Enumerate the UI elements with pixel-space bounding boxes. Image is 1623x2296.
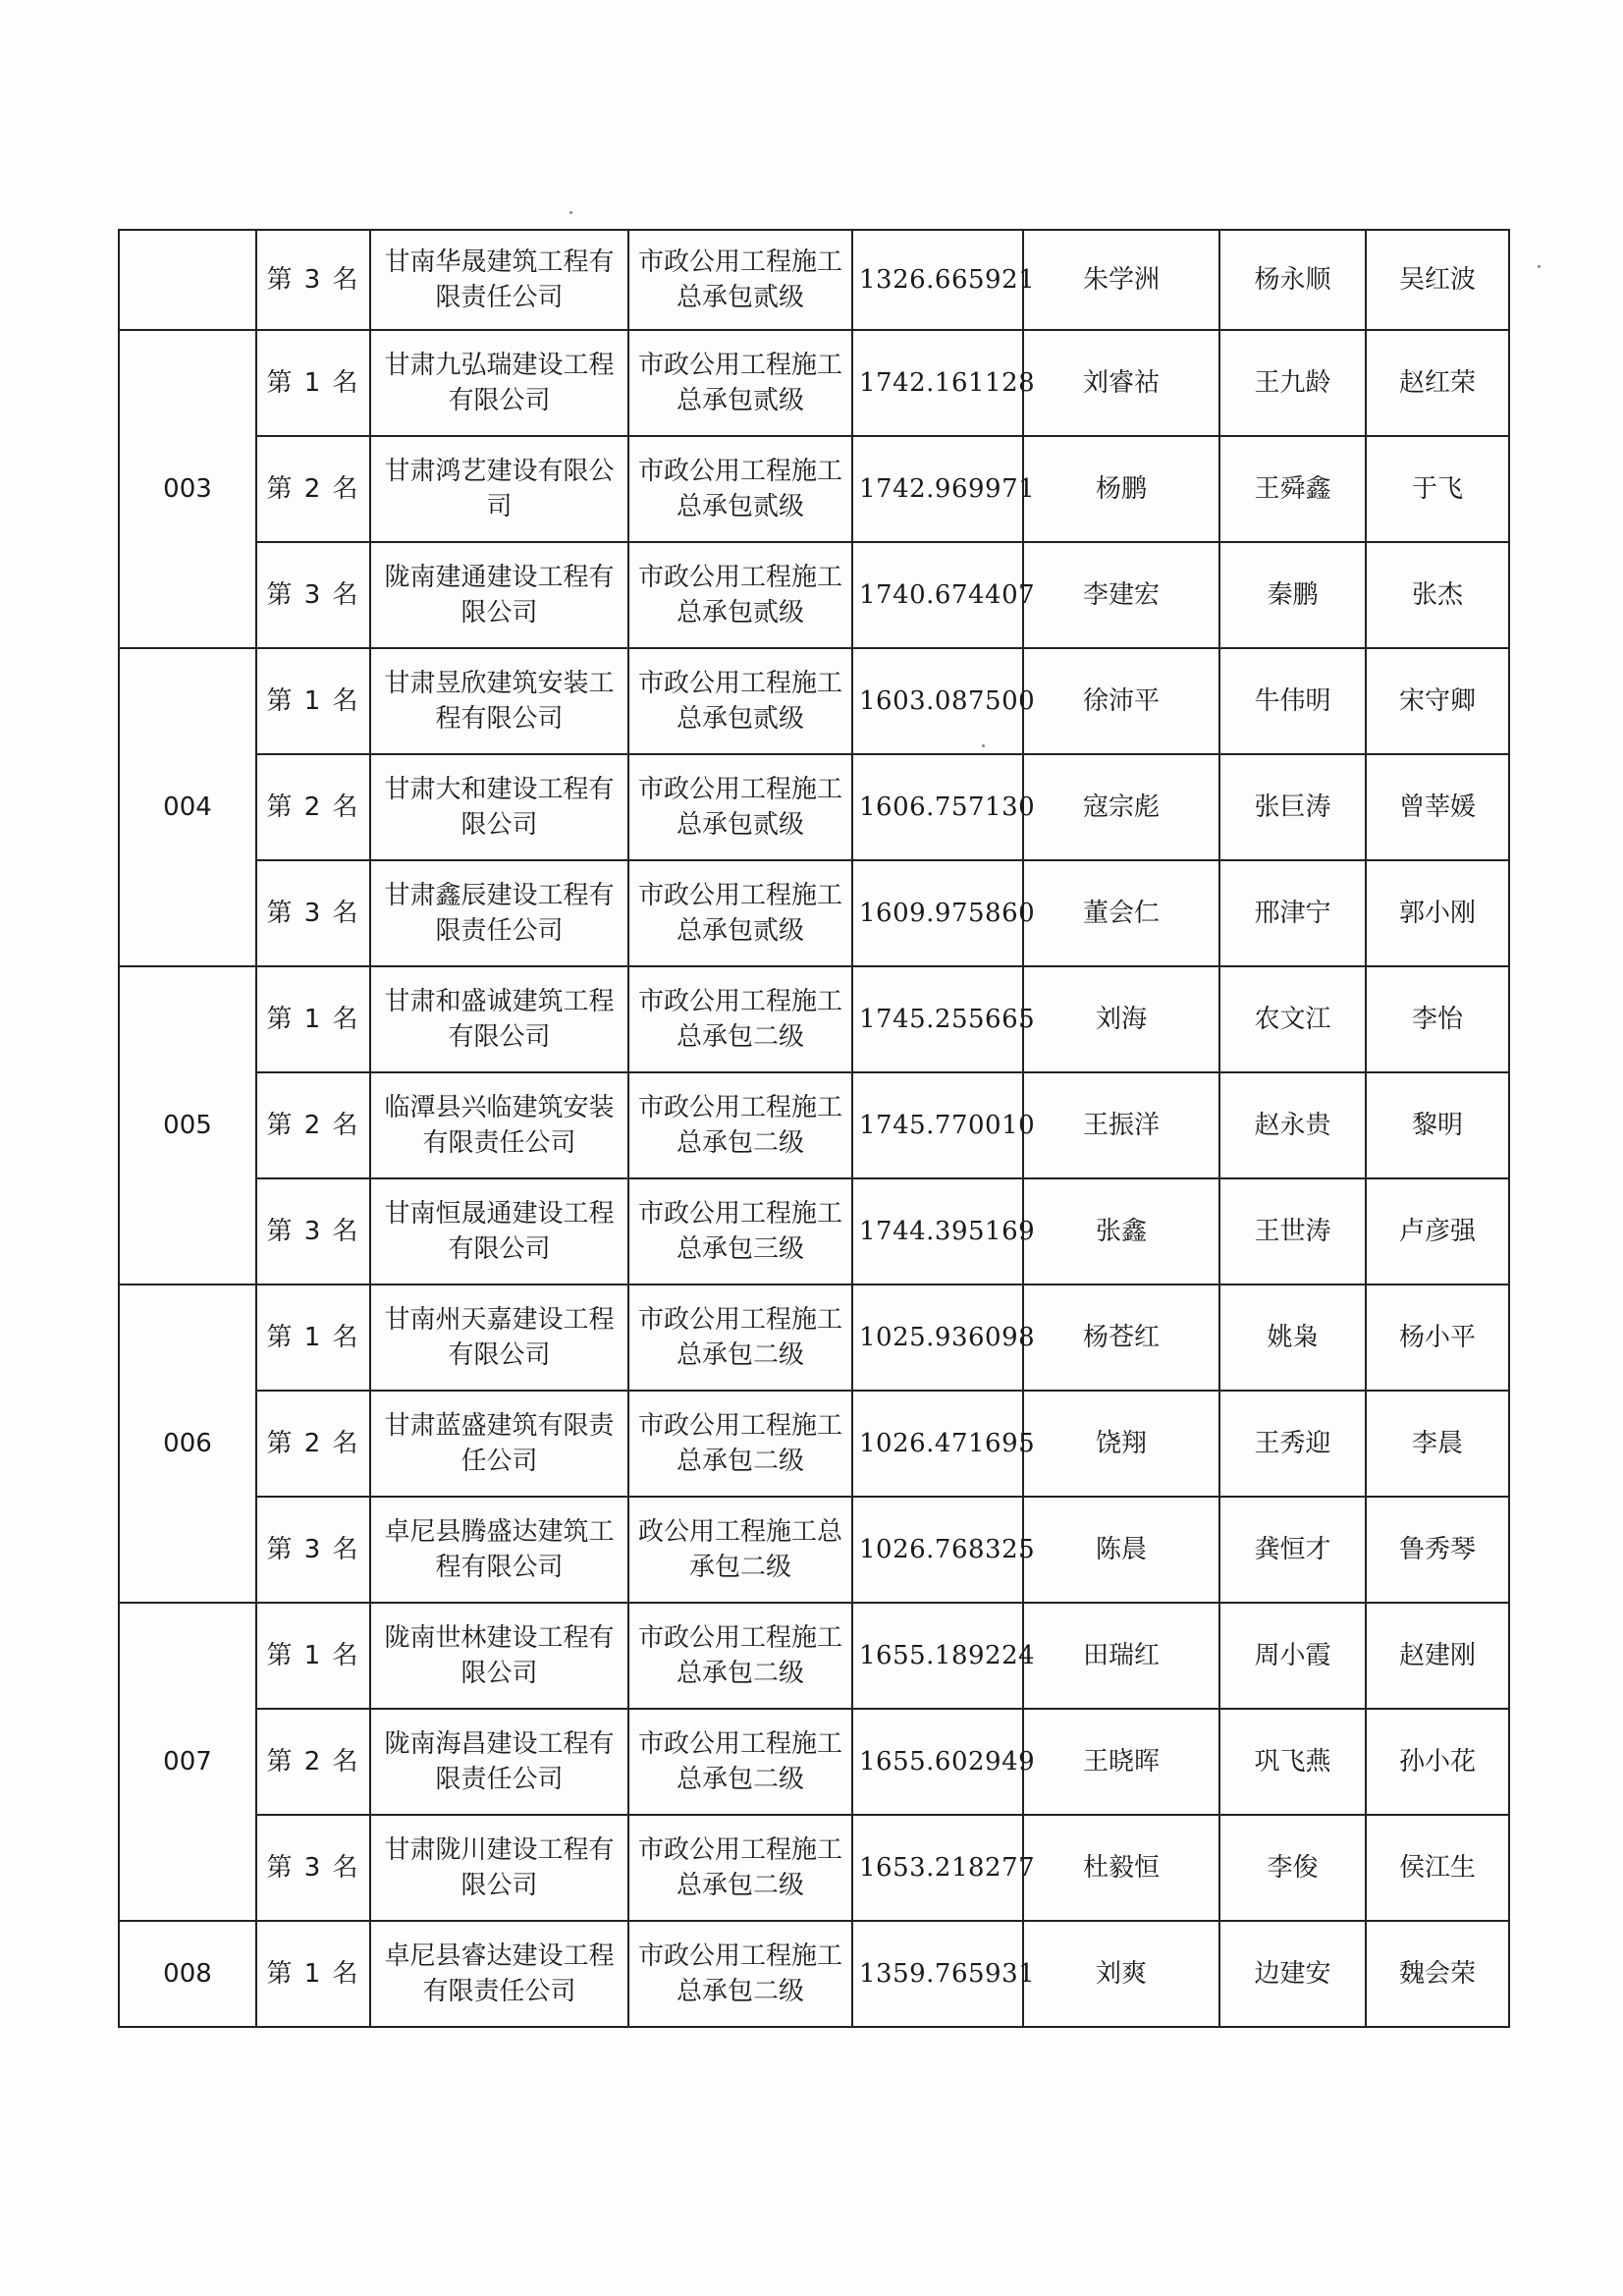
scan-speck	[1538, 265, 1541, 268]
person-cell: 周小霞	[1219, 1603, 1366, 1709]
person-cell: 于飞	[1366, 436, 1509, 542]
company-cell: 甘肃昱欣建筑安装工程有限公司	[370, 648, 628, 754]
person-cell: 张鑫	[1023, 1178, 1219, 1285]
qualification-cell: 市政公用工程施工总承包贰级	[628, 860, 852, 966]
person-cell: 张巨涛	[1219, 754, 1366, 860]
person-cell: 郭小刚	[1366, 860, 1509, 966]
rank-cell: 第 3 名	[256, 1497, 370, 1603]
person-cell: 孙小花	[1366, 1709, 1509, 1815]
bid-price-cell: 1742.969971	[852, 436, 1023, 542]
lot-number-cell: 003	[119, 330, 256, 648]
person-cell: 杨鹏	[1023, 436, 1219, 542]
bid-price-cell: 1742.161128	[852, 330, 1023, 436]
person-cell: 王九龄	[1219, 330, 1366, 436]
company-cell: 甘南恒晟通建设工程有限公司	[370, 1178, 628, 1285]
person-cell: 田瑞红	[1023, 1603, 1219, 1709]
person-cell: 杨苍红	[1023, 1285, 1219, 1391]
table-row	[119, 542, 1509, 648]
table-row	[119, 1815, 1509, 1921]
person-cell: 吴红波	[1366, 230, 1509, 330]
company-cell: 甘南州天嘉建设工程有限公司	[370, 1285, 628, 1391]
company-cell: 甘南华晟建筑工程有限责任公司	[370, 230, 628, 330]
person-cell: 鲁秀琴	[1366, 1497, 1509, 1603]
candidate-table	[118, 229, 1510, 2028]
person-cell: 赵永贵	[1219, 1072, 1366, 1178]
person-cell: 李怡	[1366, 966, 1509, 1072]
qualification-cell: 市政公用工程施工总承包贰级	[628, 436, 852, 542]
lot-number-cell: 006	[119, 1285, 256, 1603]
person-cell: 王振洋	[1023, 1072, 1219, 1178]
rank-cell: 第 1 名	[256, 1285, 370, 1391]
bid-price-cell: 1655.189224	[852, 1603, 1023, 1709]
qualification-cell: 市政公用工程施工总承包贰级	[628, 754, 852, 860]
company-cell: 甘肃鸿艺建设有限公司	[370, 436, 628, 542]
rank-cell: 第 3 名	[256, 542, 370, 648]
lot-number-cell: 007	[119, 1603, 256, 1921]
person-cell: 寇宗彪	[1023, 754, 1219, 860]
person-cell: 张杰	[1366, 542, 1509, 648]
person-cell: 曾莘媛	[1366, 754, 1509, 860]
rank-cell: 第 2 名	[256, 436, 370, 542]
person-cell: 黎明	[1366, 1072, 1509, 1178]
person-cell: 邢津宁	[1219, 860, 1366, 966]
person-cell: 杨永顺	[1219, 230, 1366, 330]
bid-price-cell: 1025.936098	[852, 1285, 1023, 1391]
bid-price-cell: 1606.757130	[852, 754, 1023, 860]
company-cell: 甘肃陇川建设工程有限公司	[370, 1815, 628, 1921]
table-row	[119, 436, 1509, 542]
bid-price-cell: 1744.395169	[852, 1178, 1023, 1285]
table-row	[119, 648, 1509, 754]
rank-cell: 第 3 名	[256, 1815, 370, 1921]
rank-cell: 第 1 名	[256, 648, 370, 754]
bid-price-cell: 1326.665921	[852, 230, 1023, 330]
person-cell: 杜毅恒	[1023, 1815, 1219, 1921]
table-row	[119, 1072, 1509, 1178]
qualification-cell: 市政公用工程施工总承包二级	[628, 966, 852, 1072]
person-cell: 李俊	[1219, 1815, 1366, 1921]
qualification-cell: 市政公用工程施工总承包二级	[628, 1603, 852, 1709]
qualification-cell: 市政公用工程施工总承包二级	[628, 1921, 852, 2027]
person-cell: 刘睿祜	[1023, 330, 1219, 436]
bid-price-cell: 1603.087500	[852, 648, 1023, 754]
company-cell: 陇南世林建设工程有限公司	[370, 1603, 628, 1709]
bid-price-cell: 1745.770010	[852, 1072, 1023, 1178]
qualification-cell: 市政公用工程施工总承包贰级	[628, 230, 852, 330]
table-row	[119, 1285, 1509, 1391]
table-row	[119, 330, 1509, 436]
company-cell: 甘肃和盛诚建筑工程有限公司	[370, 966, 628, 1072]
table-body	[119, 230, 1509, 2027]
scan-speck	[569, 211, 572, 214]
rank-cell: 第 2 名	[256, 1391, 370, 1497]
person-cell: 宋守卿	[1366, 648, 1509, 754]
person-cell: 王秀迎	[1219, 1391, 1366, 1497]
person-cell: 姚枭	[1219, 1285, 1366, 1391]
lot-number-cell: 008	[119, 1921, 256, 2027]
person-cell: 陈晨	[1023, 1497, 1219, 1603]
person-cell: 赵建刚	[1366, 1603, 1509, 1709]
table-row	[119, 1178, 1509, 1285]
company-cell: 甘肃蓝盛建筑有限责任公司	[370, 1391, 628, 1497]
rank-cell: 第 2 名	[256, 754, 370, 860]
company-cell: 卓尼县睿达建设工程有限责任公司	[370, 1921, 628, 2027]
person-cell: 赵红荣	[1366, 330, 1509, 436]
person-cell: 饶翔	[1023, 1391, 1219, 1497]
table-row	[119, 1497, 1509, 1603]
bid-price-cell: 1745.255665	[852, 966, 1023, 1072]
table-row	[119, 966, 1509, 1072]
table-row	[119, 860, 1509, 966]
company-cell: 卓尼县腾盛达建筑工程有限公司	[370, 1497, 628, 1603]
rank-cell: 第 2 名	[256, 1709, 370, 1815]
person-cell: 侯江生	[1366, 1815, 1509, 1921]
person-cell: 李晨	[1366, 1391, 1509, 1497]
company-cell: 临潭县兴临建筑安装有限责任公司	[370, 1072, 628, 1178]
lot-number-cell: 004	[119, 648, 256, 966]
person-cell: 魏会荣	[1366, 1921, 1509, 2027]
company-cell: 甘肃九弘瑞建设工程有限公司	[370, 330, 628, 436]
table-row	[119, 1603, 1509, 1709]
bid-price-cell: 1655.602949	[852, 1709, 1023, 1815]
qualification-cell: 市政公用工程施工总承包三级	[628, 1178, 852, 1285]
person-cell: 刘海	[1023, 966, 1219, 1072]
company-cell: 陇南建通建设工程有限公司	[370, 542, 628, 648]
rank-cell: 第 3 名	[256, 230, 370, 330]
scan-speck	[982, 744, 985, 747]
rank-cell: 第 1 名	[256, 966, 370, 1072]
qualification-cell: 市政公用工程施工总承包贰级	[628, 648, 852, 754]
person-cell: 朱学洲	[1023, 230, 1219, 330]
person-cell: 董会仁	[1023, 860, 1219, 966]
qualification-cell: 政公用工程施工总承包二级	[628, 1497, 852, 1603]
person-cell: 卢彦强	[1366, 1178, 1509, 1285]
qualification-cell: 市政公用工程施工总承包二级	[628, 1815, 852, 1921]
person-cell: 边建安	[1219, 1921, 1366, 2027]
person-cell: 龚恒才	[1219, 1497, 1366, 1603]
bid-price-cell: 1740.674407	[852, 542, 1023, 648]
person-cell: 杨小平	[1366, 1285, 1509, 1391]
table-row	[119, 230, 1509, 330]
bid-price-cell: 1653.218277	[852, 1815, 1023, 1921]
qualification-cell: 市政公用工程施工总承包贰级	[628, 542, 852, 648]
bid-price-cell: 1359.765931	[852, 1921, 1023, 2027]
lot-number-cell	[119, 230, 256, 330]
table-row	[119, 1921, 1509, 2027]
rank-cell: 第 3 名	[256, 1178, 370, 1285]
qualification-cell: 市政公用工程施工总承包二级	[628, 1285, 852, 1391]
person-cell: 王世涛	[1219, 1178, 1366, 1285]
qualification-cell: 市政公用工程施工总承包二级	[628, 1709, 852, 1815]
table-row	[119, 1709, 1509, 1815]
company-cell: 陇南海昌建设工程有限责任公司	[370, 1709, 628, 1815]
person-cell: 巩飞燕	[1219, 1709, 1366, 1815]
lot-number-cell: 005	[119, 966, 256, 1285]
person-cell: 刘爽	[1023, 1921, 1219, 2027]
bid-price-cell: 1609.975860	[852, 860, 1023, 966]
person-cell: 徐沛平	[1023, 648, 1219, 754]
rank-cell: 第 3 名	[256, 860, 370, 966]
rank-cell: 第 1 名	[256, 1921, 370, 2027]
qualification-cell: 市政公用工程施工总承包二级	[628, 1391, 852, 1497]
person-cell: 牛伟明	[1219, 648, 1366, 754]
qualification-cell: 市政公用工程施工总承包贰级	[628, 330, 852, 436]
person-cell: 王舜鑫	[1219, 436, 1366, 542]
bid-price-cell: 1026.471695	[852, 1391, 1023, 1497]
person-cell: 秦鹏	[1219, 542, 1366, 648]
rank-cell: 第 1 名	[256, 1603, 370, 1709]
rank-cell: 第 2 名	[256, 1072, 370, 1178]
company-cell: 甘肃大和建设工程有限公司	[370, 754, 628, 860]
person-cell: 王晓晖	[1023, 1709, 1219, 1815]
person-cell: 李建宏	[1023, 542, 1219, 648]
bid-price-cell: 1026.768325	[852, 1497, 1023, 1603]
company-cell: 甘肃鑫辰建设工程有限责任公司	[370, 860, 628, 966]
table-row	[119, 1391, 1509, 1497]
person-cell: 农文江	[1219, 966, 1366, 1072]
rank-cell: 第 1 名	[256, 330, 370, 436]
qualification-cell: 市政公用工程施工总承包二级	[628, 1072, 852, 1178]
table-row	[119, 754, 1509, 860]
